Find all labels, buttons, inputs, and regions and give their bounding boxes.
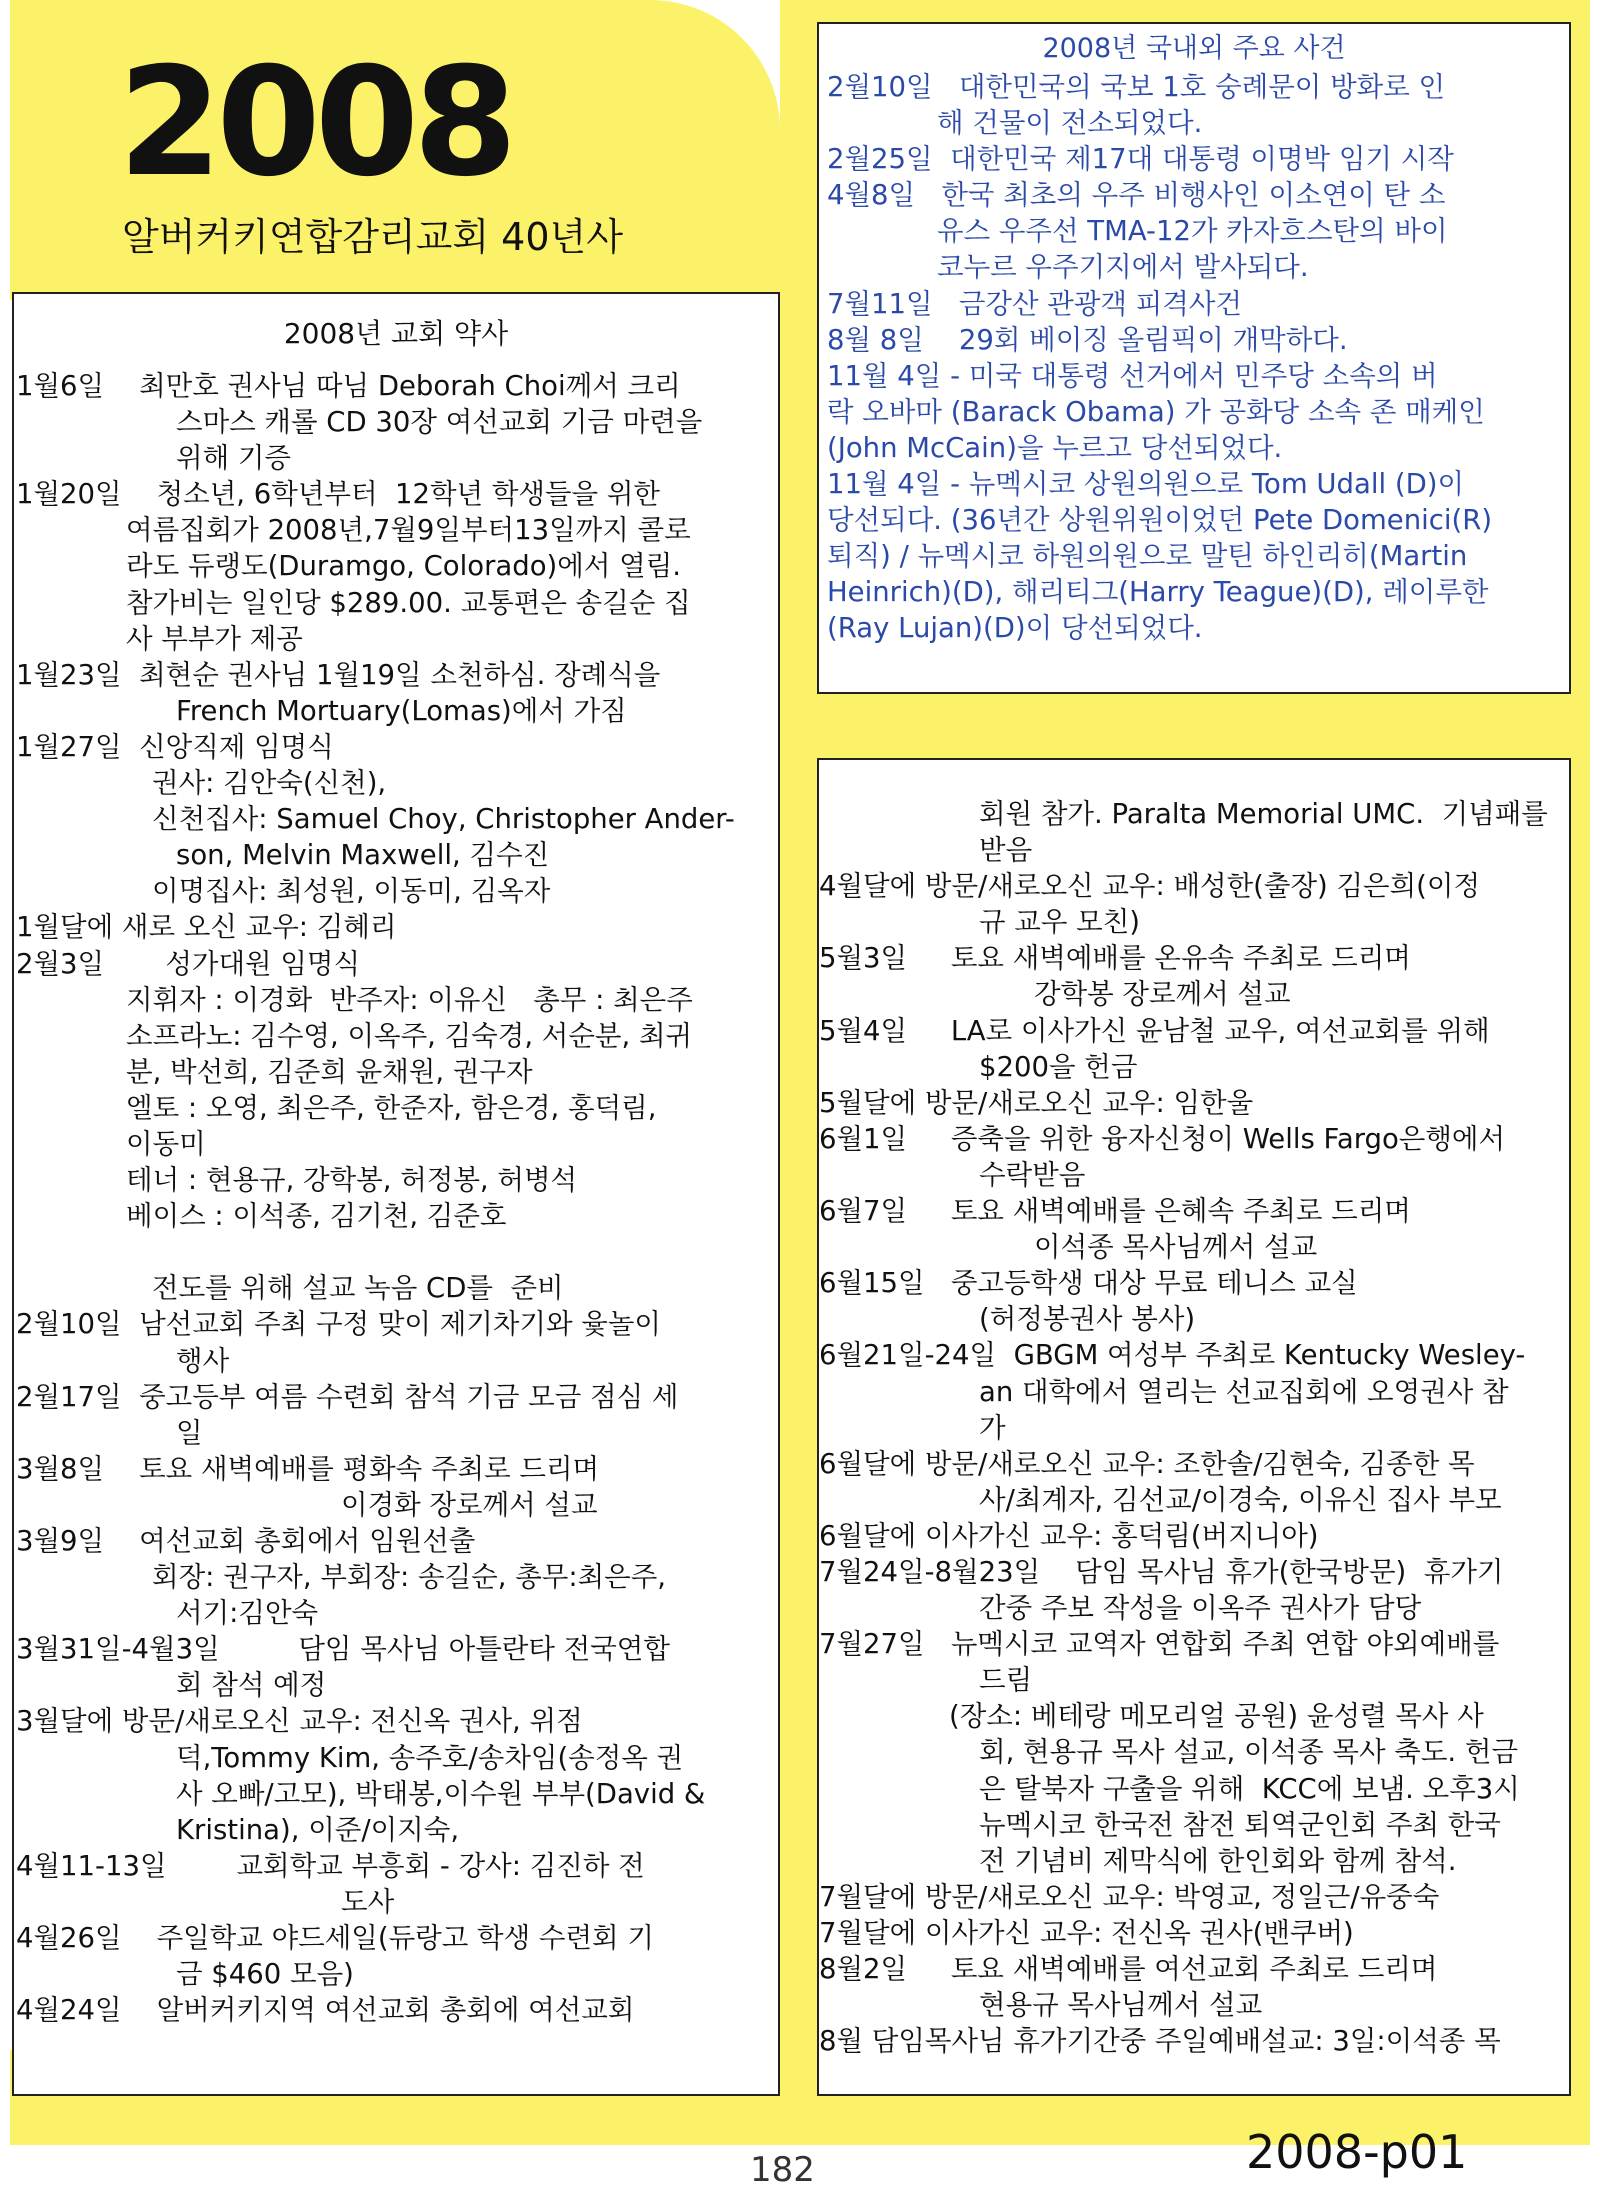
history-line: 전 기념비 제막식에 한인회와 함께 참석. bbox=[979, 1844, 1457, 1877]
church-history-box bbox=[12, 292, 780, 2096]
page-code: 2008-p01 bbox=[1246, 2125, 1468, 2179]
history-line: 4월26일 주일학교 야드세일(듀랑고 학생 수련회 기 bbox=[16, 1922, 654, 1955]
history-line: 엘토 : 오영, 최은주, 한준자, 함은경, 홍덕림, bbox=[126, 1091, 657, 1124]
history-line: 가 bbox=[979, 1411, 1006, 1444]
history-line: 받음 bbox=[979, 834, 1033, 867]
history-line: 규 교우 모친) bbox=[979, 906, 1141, 939]
history-line: Kristina), 이준/이지숙, bbox=[176, 1813, 460, 1846]
history-line: 2월3일 성가대원 임명식 bbox=[16, 947, 361, 980]
history-line: 7월27일 뉴멕시코 교역자 연합회 주최 연합 야외예배를 bbox=[819, 1628, 1500, 1661]
history-line: 라도 듀랭도(Duramgo, Colorado)에서 열림. bbox=[126, 550, 682, 583]
history-line: 3월31일-4월3일 담임 목사님 아틀란타 전국연합 bbox=[16, 1633, 670, 1666]
event-line: 4월8일 한국 최초의 우주 비행사인 이소연이 탄 소 bbox=[827, 179, 1446, 212]
church-history-continued-lines bbox=[819, 796, 1569, 2059]
history-line: 도사 bbox=[341, 1885, 395, 1918]
history-line: 뉴멕시코 한국전 참전 퇴역군인회 주최 한국 bbox=[979, 1808, 1501, 1841]
history-line: 6월달에 방문/새로오신 교우: 조한솔/김현숙, 김종한 목 bbox=[819, 1447, 1475, 1480]
history-line bbox=[14, 1234, 778, 1270]
church-history-continued-box bbox=[817, 758, 1571, 2096]
history-line: 소프라노: 김수영, 이옥주, 김숙경, 서순분, 최귀 bbox=[126, 1019, 693, 1052]
history-line: 사 오빠/고모), 박태봉,이수원 부부(David & bbox=[176, 1777, 706, 1810]
history-line: 수락받음 bbox=[979, 1158, 1086, 1191]
church-history-lines bbox=[14, 368, 778, 2028]
history-line: an 대학에서 열리는 선교집회에 오영권사 참 bbox=[979, 1375, 1509, 1408]
history-line: 1월20일 청소년, 6학년부터 12학년 학생들을 위한 bbox=[16, 478, 660, 511]
history-line: 7월24일-8월23일 담임 목사님 휴가(한국방문) 휴가기 bbox=[819, 1555, 1504, 1588]
history-line: 사 부부가 제공 bbox=[126, 622, 303, 655]
history-line: 회, 현용규 목사 설교, 이석종 목사 축도. 헌금 bbox=[979, 1736, 1519, 1769]
history-line: 스마스 캐롤 CD 30장 여선교회 기금 마련을 bbox=[176, 406, 703, 439]
book-subtitle: 알버커키연합감리교회 40년사 bbox=[122, 215, 623, 259]
history-line: 6월21일-24일 GBGM 여성부 주최로 Kentucky Wesley- bbox=[819, 1339, 1526, 1372]
history-line: 3월8일 토요 새벽예배를 평화속 주최로 드리며 bbox=[16, 1452, 600, 1485]
history-line: 이동미 bbox=[126, 1127, 206, 1160]
history-line: 신천집사: Samuel Choy, Christopher Ander- bbox=[152, 803, 735, 836]
history-line: $200을 헌금 bbox=[979, 1050, 1138, 1083]
history-line: 테너 : 현용규, 강학봉, 허정봉, 허병석 bbox=[126, 1164, 578, 1197]
world-events-title: 2008년 국내외 주요 사건 bbox=[1042, 33, 1346, 64]
event-line: 11월 4일 - 미국 대통령 선거에서 민주당 소속의 버 bbox=[827, 359, 1438, 392]
history-line: 2월10일 남선교회 주최 구정 맞이 제기차기와 윷놀이 bbox=[16, 1308, 661, 1341]
history-line: 7월달에 이사가신 교우: 전신옥 권사(밴쿠버) bbox=[819, 1916, 1354, 1949]
history-line: 4월11-13일 교회학교 부흥회 - 강사: 김진하 전 bbox=[16, 1849, 645, 1882]
history-line: 지휘자 : 이경화 반주자: 이유신 총무 : 최은주 bbox=[126, 983, 693, 1016]
history-line: 4월24일 알버커키지역 여선교회 총회에 여선교회 bbox=[16, 1994, 635, 2027]
history-line: 현용규 목사님께서 설교 bbox=[979, 1989, 1263, 2022]
history-line: 베이스 : 이석종, 김기천, 김준호 bbox=[126, 1200, 507, 1233]
history-line: 6월달에 이사가신 교우: 홍덕림(버지니아) bbox=[819, 1519, 1319, 1552]
history-line: 덕,Tommy Kim, 송주호/송차임(송정옥 권 bbox=[176, 1741, 684, 1774]
history-line: 이명집사: 최성원, 이동미, 김옥자 bbox=[152, 875, 551, 908]
history-line: 참가비는 일인당 $289.00. 교통편은 송길순 집 bbox=[126, 586, 691, 619]
history-line: 5월달에 방문/새로오신 교우: 임한울 bbox=[819, 1086, 1254, 1119]
history-line: (허정봉권사 봉사) bbox=[979, 1303, 1196, 1336]
history-line: 1월달에 새로 오신 교우: 김혜리 bbox=[16, 911, 397, 944]
history-line: son, Melvin Maxwell, 김수진 bbox=[176, 839, 550, 872]
event-line: 코누르 우주기지에서 발사되다. bbox=[937, 251, 1309, 284]
history-line: (장소: 베테랑 메모리얼 공원) 윤성렬 목사 사 bbox=[949, 1700, 1484, 1733]
history-line: 1월6일 최만호 권사님 따님 Deborah Choi께서 크리 bbox=[16, 370, 681, 402]
event-line: 11월 4일 - 뉴멕시코 상원의원으로 Tom Udall (D)이 bbox=[827, 468, 1465, 501]
history-line: 전도를 위해 설교 녹음 CD를 준비 bbox=[152, 1272, 564, 1305]
history-line: 은 탈북자 구출을 위해 KCC에 보냄. 오후3시 bbox=[979, 1772, 1520, 1805]
event-line: 해 건물이 전소되었다. bbox=[937, 107, 1203, 140]
event-line: 퇴직) / 뉴멕시코 하원의원으로 말틴 하인리히(Martin bbox=[827, 540, 1468, 573]
history-line: 분, 박선희, 김준희 윤채원, 권구자 bbox=[126, 1055, 533, 1088]
history-line: 5월3일 토요 새벽예배를 온유속 주최로 드리며 bbox=[819, 942, 1411, 975]
history-line: 3월9일 여선교회 총회에서 임원선출 bbox=[16, 1525, 476, 1557]
page-number: 182 bbox=[750, 2150, 815, 2190]
history-line: 회 참석 예정 bbox=[176, 1669, 327, 1702]
history-line: 7월달에 방문/새로오신 교우: 박영교, 정일근/유중숙 bbox=[819, 1880, 1440, 1913]
history-line: 행사 bbox=[176, 1344, 230, 1377]
event-line: 7월11일 금강산 관광객 피격사건 bbox=[827, 287, 1242, 320]
history-line: 2월17일 중고등부 여름 수련회 참석 기금 모금 점심 세 bbox=[16, 1380, 679, 1413]
world-events-box bbox=[817, 22, 1571, 694]
history-line: 위해 기증 bbox=[176, 442, 292, 475]
event-line: 당선되다. (36년간 상원위원이었던 Pete Domenici(R) bbox=[827, 504, 1493, 537]
history-line: 이경화 장로께서 설교 bbox=[341, 1488, 598, 1521]
event-line: (Ray Lujan)(D)이 당선되었다. bbox=[827, 612, 1203, 645]
event-line: 2월10일 대한민국의 국보 1호 숭례문이 방화로 인 bbox=[827, 71, 1446, 103]
event-line: 2월25일 대한민국 제17대 대통령 이명박 임기 시작 bbox=[827, 143, 1454, 176]
event-line: (John McCain)을 누르고 당선되었다. bbox=[827, 431, 1283, 464]
history-line: 6월15일 중고등학생 대상 무료 테니스 교실 bbox=[819, 1267, 1358, 1300]
history-line: 일 bbox=[176, 1416, 203, 1449]
history-line: 여름집회가 2008년,7월9일부터13일까지 콜로 bbox=[126, 514, 691, 547]
year-heading: 2008 bbox=[118, 36, 512, 210]
event-line: 락 오바마 (Barack Obama) 가 공화당 소속 존 매케인 bbox=[827, 395, 1485, 428]
event-line: 유스 우주선 TMA-12가 카자흐스탄의 바이 bbox=[937, 215, 1448, 248]
history-line: 6월1일 증축을 위한 융자신청이 Wells Fargo은행에서 bbox=[819, 1122, 1506, 1155]
history-line: 회원 참가. Paralta Memorial UMC. 기념패를 bbox=[979, 798, 1548, 830]
history-line: 서기:김안숙 bbox=[176, 1597, 319, 1630]
history-line: French Mortuary(Lomas)에서 가짐 bbox=[176, 694, 627, 727]
history-line: 8월 담임목사님 휴가기간중 주일예배설교: 3일:이석종 목 bbox=[819, 2025, 1501, 2058]
history-line: 6월7일 토요 새벽예배를 은혜속 주최로 드리며 bbox=[819, 1195, 1411, 1228]
history-line: 드림 bbox=[979, 1664, 1033, 1697]
world-events-lines bbox=[819, 69, 1569, 647]
history-line: 1월27일 신앙직제 임명식 bbox=[16, 730, 334, 763]
history-line: 회장: 권구자, 부회장: 송길순, 총무:최은주, bbox=[152, 1561, 667, 1594]
history-line: 금 $460 모음) bbox=[176, 1958, 354, 1991]
history-line: 간중 주보 작성을 이옥주 권사가 담당 bbox=[979, 1592, 1422, 1625]
event-line: 8월 8일 29회 베이징 올림픽이 개막하다. bbox=[827, 323, 1348, 356]
history-line: 5월4일 LA로 이사가신 윤남철 교우, 여선교회를 위해 bbox=[819, 1014, 1490, 1047]
history-line: 3월달에 방문/새로오신 교우: 전신옥 권사, 위점 bbox=[16, 1705, 583, 1738]
church-history-title: 2008년 교회 약사 bbox=[283, 317, 509, 350]
history-line: 권사: 김안숙(신천), bbox=[152, 767, 387, 800]
history-line: 4월달에 방문/새로오신 교우: 배성한(출장) 김은희(이정 bbox=[819, 870, 1481, 903]
history-line: 강학봉 장로께서 설교 bbox=[1034, 978, 1291, 1011]
event-line: Heinrich)(D), 해리티그(Harry Teague)(D), 레이루한 bbox=[827, 576, 1489, 609]
history-line: 1월23일 최현순 권사님 1월19일 소천하심. 장례식을 bbox=[16, 658, 661, 691]
history-line: 8월2일 토요 새벽예배를 여선교회 주최로 드리며 bbox=[819, 1953, 1438, 1985]
history-line: 이석종 목사님께서 설교 bbox=[1034, 1231, 1318, 1264]
history-line: 사/최계자, 김선교/이경숙, 이유신 집사 부모 bbox=[979, 1483, 1502, 1516]
